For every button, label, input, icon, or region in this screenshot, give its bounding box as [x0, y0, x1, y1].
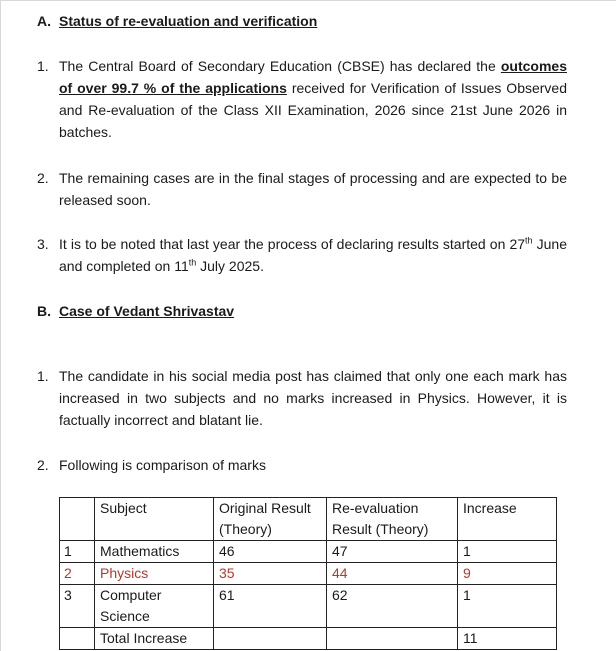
table-cell-increase: 1 [458, 541, 557, 563]
section-b-heading [37, 303, 234, 319]
table-cell-reeval: 62 [327, 585, 458, 628]
section-a-title: Status of re-evaluation and verification [59, 13, 318, 29]
item-body: The candidate in his social media post has claimed that only one each mark has increased in two subjects and no marks increased in Physics. However, it is factually incorrect and blatant lie. [59, 368, 567, 428]
superscript: th [188, 257, 197, 268]
table-cell-original: 35 [214, 563, 327, 585]
item-text: June and completed on 11 [59, 236, 567, 274]
table-cell-original: 61 [214, 585, 327, 628]
item-text: It is to be noted that last year the process of declaring results started on 27 [59, 236, 526, 252]
section-a-letter: A. [37, 13, 51, 29]
item-emphasis: outcomes of over 99.7 % of the applications [59, 58, 567, 96]
item-text: The Central Board of Secondary Education (CBSE) has declared the [59, 58, 501, 74]
table-row [60, 585, 557, 628]
table-cell-empty [60, 628, 95, 650]
item-number: 1. [37, 58, 49, 74]
item-text: July 2025. [196, 258, 264, 274]
section-a-item-1 [37, 55, 567, 143]
table-header-cell: Subject [95, 498, 214, 541]
table-cell-sn: 3 [60, 585, 95, 628]
table-cell-subject: Computer Science [95, 585, 214, 628]
table-cell-subject: Mathematics [95, 541, 214, 563]
item-text: received for Verification of Issues Observed and Re-evaluation of the Class XII Examination, 2026 since 21st June 2026 in batches. [59, 80, 567, 140]
item-body: The remaining cases are in the final stages of processing and are expected to be released soon. [59, 170, 567, 208]
table-header-row [60, 498, 557, 541]
marks-comparison-table [59, 497, 557, 650]
table-cell-sn: 2 [60, 563, 95, 585]
table-cell-subject: Physics [95, 563, 214, 585]
table-header-cell [60, 498, 95, 541]
table-row-highlighted [60, 563, 557, 585]
table-header-cell: Increase [458, 498, 557, 541]
section-a-item-2 [37, 167, 567, 211]
table-header-cell: Original Result (Theory) [214, 498, 327, 541]
item-number: 1. [37, 368, 49, 384]
section-a-item-3 [37, 233, 567, 277]
item-body: Following is comparison of marks [59, 457, 266, 473]
table-cell-increase: 9 [458, 563, 557, 585]
table-total-label: Total Increase [95, 628, 214, 650]
table-row [60, 541, 557, 563]
table-total-value: 11 [458, 628, 557, 650]
section-b-item-1 [37, 365, 567, 431]
superscript: th [525, 235, 533, 246]
item-number: 3. [37, 236, 49, 252]
section-b-letter: B. [37, 303, 51, 319]
table-cell-reeval: 47 [327, 541, 458, 563]
item-number: 2. [37, 457, 49, 473]
table-cell-empty [327, 628, 458, 650]
table-cell-sn: 1 [60, 541, 95, 563]
item-body [59, 55, 567, 143]
item-body [59, 233, 567, 277]
table-cell-increase: 1 [458, 585, 557, 628]
section-a-heading [37, 13, 317, 29]
table-cell-reeval: 44 [327, 563, 458, 585]
table-header-cell: Re-evaluation Result (Theory) [327, 498, 458, 541]
section-b-item-2 [37, 454, 567, 476]
section-b-title: Case of Vedant Shrivastav [59, 303, 235, 319]
table-total-row [60, 628, 557, 650]
table-cell-original: 46 [214, 541, 327, 563]
item-number: 2. [37, 170, 49, 186]
table-cell-empty [214, 628, 327, 650]
